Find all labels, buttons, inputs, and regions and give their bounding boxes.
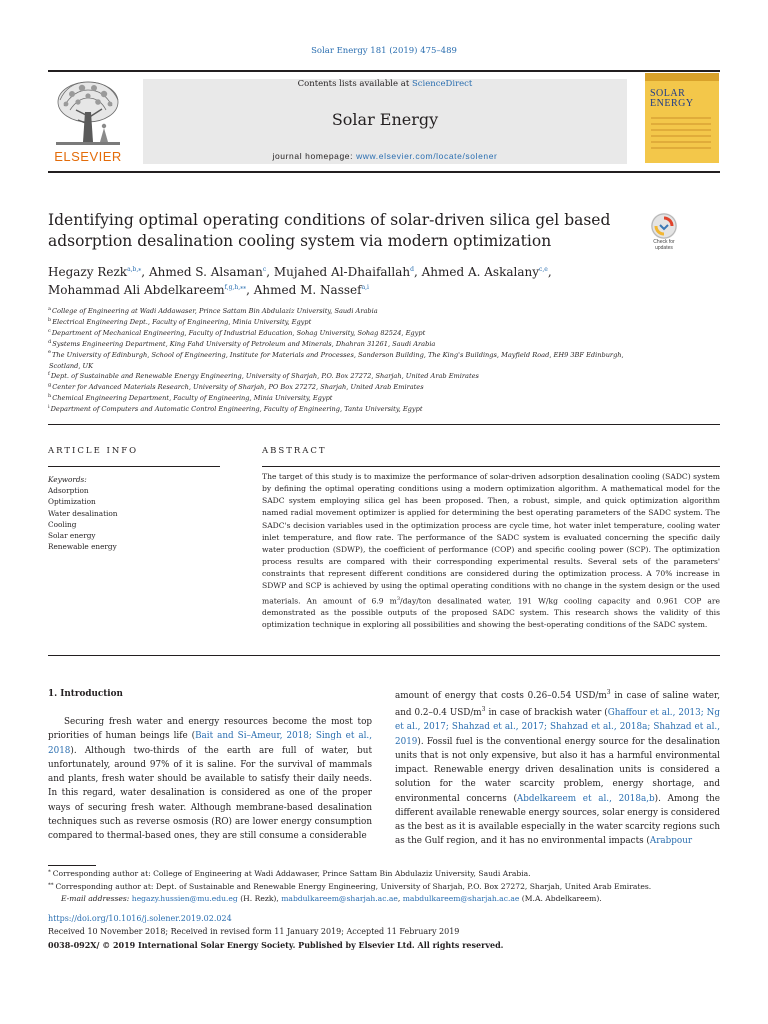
affiliation-text: Department of Mechanical Engineering, Faculty of Industrial Education, Sohag University, Sohag 82524, Egypt [51, 328, 426, 337]
abstract-heading: ABSTRACT [262, 446, 327, 456]
citation-link[interactable]: Abdelkareem et al., 2018a,b [516, 793, 655, 804]
affiliation-text: Chemical Engineering Department, Faculty of Engineering, Minia University, Egypt [52, 394, 333, 403]
author-marks[interactable]: d [410, 266, 414, 273]
email-link[interactable]: mabdulkareem@sharjah.ac.ae [402, 894, 520, 904]
affiliation-text: Scotland, UK [49, 361, 94, 370]
affiliation-text: Electrical Engineering Dept., Faculty of Engineering, Minia University, Egypt [52, 317, 312, 326]
keyword-list [48, 474, 218, 552]
elsevier-wordmark: ELSEVIER [54, 149, 122, 164]
author-name[interactable]: Ahmed A. Askalany [421, 265, 540, 279]
affiliation-item [48, 339, 720, 350]
email-separator: , [397, 894, 403, 904]
article-info-rule [48, 466, 220, 467]
email-link[interactable]: mabdulkareem@sharjah.ac.ae [281, 894, 398, 904]
body-text: in case of saline water, and 0.2–0.4 USD/m [395, 690, 720, 719]
copyright-notice: 0038-092X/ © 2019 International Solar Energy Society. Published by Elsevier Ltd. All rights reserved. [48, 940, 504, 950]
author-name[interactable]: Mujahed Al-Dhaifallah [273, 265, 411, 279]
article-title-line2: adsorption desalination cooling system via modern optimization [48, 232, 552, 250]
abstract-rule-bottom [48, 655, 720, 656]
affiliation-text: Department of Computers and Automatic Control Engineering, Faculty of Engineering, Tanta University, Egypt [50, 405, 423, 414]
abstract-part2: /day/ton desalinated water, 191 W/kg cooling capacity and 0.961 COP are demonstrated as the possible outputs of the proposed SADC system. This research shows the validity of this optimization technique in exploring all possibilities and showing the best-operating conditions of the SADC system. [262, 596, 720, 630]
affiliation-letter: d [48, 338, 52, 345]
author-1 [48, 265, 149, 279]
author-name[interactable]: Ahmed M. Nassef [253, 283, 362, 297]
affiliation-item [48, 361, 720, 372]
affiliation-item [48, 371, 720, 382]
email-owner: (M.A. Abdelkareem). [519, 894, 602, 904]
contents-available-line [143, 79, 627, 89]
affiliation-item [48, 382, 720, 393]
email-label: E-mail addresses: [61, 894, 130, 904]
author-marks[interactable]: f,g,h,⁎⁎ [224, 284, 247, 291]
citation-link[interactable]: Ghaffour et al., 2013; Ng et al., 2017; Shahzad et al., 2017; Shahzad et al., 2018a; Shahzad et al., 2019 [395, 708, 720, 747]
keyword-item: Solar energy [48, 531, 96, 541]
doi-link[interactable]: https://doi.org/10.1016/j.solener.2019.02.024 [48, 914, 232, 923]
author-list [48, 263, 720, 299]
affiliation-letter: i [48, 403, 50, 410]
check-for-updates-icon [651, 213, 677, 239]
affiliation-letter: e [48, 349, 51, 356]
journal-cover-thumbnail[interactable] [645, 73, 719, 163]
keyword-item: Renewable energy [48, 542, 117, 552]
footnote-mark: ⁎ [48, 868, 51, 875]
email-owner: (H. Rezk), [237, 894, 282, 904]
author-6 [254, 283, 369, 297]
abstract-rule-top [262, 466, 720, 467]
section-heading: 1. Introduction [48, 689, 123, 699]
footnote-emails [48, 893, 728, 906]
email-link[interactable]: hegazy.hussien@mu.edu.eg [131, 894, 238, 904]
body-text: in case of brackish water ( [485, 708, 608, 719]
affiliation-letter: g [48, 382, 52, 389]
journal-title: Solar Energy [331, 110, 439, 129]
abstract-superscript: 3 [396, 595, 401, 602]
body-text: Securing fresh water and energy resources become the most top priorities of human beings life ( [48, 717, 372, 742]
superscript: 3 [606, 689, 611, 696]
author-4 [422, 265, 552, 279]
footnotes [48, 868, 728, 906]
affiliation-letter: h [48, 393, 52, 400]
affiliation-text: The University of Edinburgh, School of Engineering, Institute for Materials and Processes, Sanderson Building, The King's Buildings, Mayfield Road, EH9 3BF Edinburgh, [51, 350, 624, 359]
author-separator: , [413, 265, 422, 279]
keywords-label: Keywords: [48, 475, 87, 484]
journal-homepage-line [143, 151, 627, 161]
affiliation-item [48, 404, 720, 415]
cover-title-line2: ENERGY [650, 98, 694, 109]
article-title [48, 210, 638, 252]
homepage-link[interactable]: www.elsevier.com/locate/solener [356, 151, 498, 161]
author-separator: , [141, 265, 149, 279]
author-marks[interactable]: a,b,⁎ [127, 266, 142, 273]
footnote-rule [48, 865, 96, 866]
affiliation-item [48, 317, 720, 328]
affiliation-text: Dept. of Sustainable and Renewable Energy Engineering, University of Sharjah, P.O. Box 27272, Sharjah, United Arab Emirates [50, 372, 479, 381]
cover-decoration [651, 117, 711, 153]
cover-title [650, 89, 694, 109]
body-text: ). Although two-thirds of the earth are full of water, but unfortunately, around 97% of it is saline. For the survival of mammals and plants, fresh water should be available to satisfy their daily needs. In this regard, water desalination is considered as one of the proper ways of securing fresh water. Although membrane-based desalination techniques such as reverse osmosis (RO) are lower energy consumption compared to thermal-based ones, they are still consume a considerable [48, 745, 372, 841]
author-separator: , [246, 283, 254, 297]
cover-top-band [645, 73, 719, 81]
affiliation-item [48, 350, 720, 361]
received-dates: Received 10 November 2018; Received in revised form 11 January 2019; Accepted 11 February 2019 [48, 927, 460, 936]
body-text: amount of energy that costs 0.26–0.54 USD/m [395, 690, 607, 701]
author-name[interactable]: Ahmed S. Alsaman [148, 265, 263, 279]
superscript: 3 [481, 706, 486, 714]
footnote-mark: ⁎⁎ [48, 881, 54, 888]
affiliation-item [48, 393, 720, 404]
sciencedirect-link[interactable]: ScienceDirect [411, 79, 473, 89]
citation-link[interactable]: Arabpour [649, 836, 693, 847]
author-marks[interactable]: c [262, 266, 267, 273]
author-separator: , [547, 265, 552, 279]
author-name[interactable]: Hegazy Rezk [48, 265, 128, 279]
author-marks[interactable]: a,i [361, 284, 369, 291]
affiliation-letter: a [48, 305, 51, 312]
header-rule-bottom [48, 171, 720, 173]
keyword-item: Adsorption [48, 486, 89, 496]
body-text: ). Fossil fuel is the conventional energy source for the desalination units that is not only expensive, but also it has a harmful environmental impact. Renewable energy driven desalination units is considered a solution for the water scarcity problem, energy shortage, and environmental concerns ( [395, 736, 720, 804]
check-updates-line1: Check for [653, 239, 675, 245]
affiliation-letter: b [48, 316, 52, 323]
affiliation-letter: f [48, 371, 50, 378]
check-for-updates-label [645, 240, 683, 251]
author-name[interactable]: Mohammad Ali Abdelkareem [48, 283, 225, 297]
footnote-corresponding-2 [48, 881, 728, 894]
abstract-part1: The target of this study is to maximize the performance of solar-driven adsorption desalination cooling (SADC) system by defining the optimal operating conditions using a modern optimization algorithm. A mathematical model for the SADC system employing silica gel has been proposed. Then, a robust, simple, and quick optimization algorithm named radial movement optimizer is applied for determining the best operating parameters of the SADC system. The SADC's decision variables used in the optimization process are cycle time, hot water inlet temperature, cooling water inlet temperature, and flow rate. The performance of the SADC system is evaluated concerning the specific daily water production (SDWP), the coefficient of performance (COP) and specific cooling power (SCP). The optimization process results are compared with their corresponding experimental results. Several sets of the parameters' constraints that represent different conditions are considered during the optimization process. A 70% increase in SDWP and SCP is achieved by using the optimal operating conditions with no change in the system design or the used materials. An amount of 6.9 m [262, 472, 720, 606]
author-marks[interactable]: c,e [539, 266, 548, 273]
affiliation-item [48, 306, 720, 317]
body-column-left [48, 715, 372, 843]
homepage-prefix: journal homepage: [272, 151, 357, 161]
check-updates-line2: updates [655, 244, 673, 251]
footnote-text: Corresponding author at: College of Engineering at Wadi Addawaser, Prince Sattam Bin Abdulaziz University, Saudi Arabia. [52, 869, 531, 878]
affiliation-text: Systems Engineering Department, King Fahd University of Petroleum and Minerals, Dhahran 31261, Saudi Arabia [52, 339, 436, 348]
article-info-heading: ARTICLE INFO [48, 446, 139, 456]
body-text: ). Among the different available renewable energy sources, solar energy is considered as the best as it is available especially in the water scarcity regions such as the Gulf region, and it has no environmental impacts ( [395, 793, 721, 847]
cover-title-line1: SOLAR [650, 88, 686, 99]
keyword-item: Water desalination [48, 508, 118, 518]
abstract-text [262, 471, 720, 632]
footnote-text: Corresponding author at: Dept. of Sustainable and Renewable Energy Engineering, University of Sharjah, P.O. Box 27272, Sharjah, United Arab Emirates. [55, 881, 652, 891]
keyword-item: Cooling [48, 519, 77, 529]
affiliation-text: Center for Advanced Materials Research, University of Sharjah, PO Box 27272, Sharjah, United Arab Emirates [52, 383, 424, 392]
header-rule-top [48, 70, 720, 72]
keyword-item: Optimization [48, 497, 96, 507]
footnote-corresponding-1 [48, 868, 728, 881]
author-5 [48, 283, 254, 297]
info-section-rule [48, 424, 720, 425]
affiliation-letter: c [48, 327, 51, 334]
journal-reference-link[interactable]: Solar Energy 181 (2019) 475–489 [311, 46, 457, 56]
check-for-updates-button[interactable] [645, 213, 683, 253]
citation-link[interactable]: Bait and Si–Ameur, 2018; Singh et al., 2018 [48, 731, 372, 756]
author-3 [274, 265, 422, 279]
body-column-right [395, 686, 720, 849]
author-separator: , [266, 265, 274, 279]
affiliation-list [48, 306, 720, 415]
affiliation-item [48, 328, 720, 339]
author-2 [149, 265, 274, 279]
article-title-line1: Identifying optimal operating conditions of solar-driven silica gel based [48, 211, 611, 229]
contents-prefix: Contents lists available at [297, 79, 412, 89]
affiliation-text: College of Engineering at Wadi Addawaser, Prince Sattam Bin Abdulaziz University, Saudi Arabia [51, 307, 378, 315]
